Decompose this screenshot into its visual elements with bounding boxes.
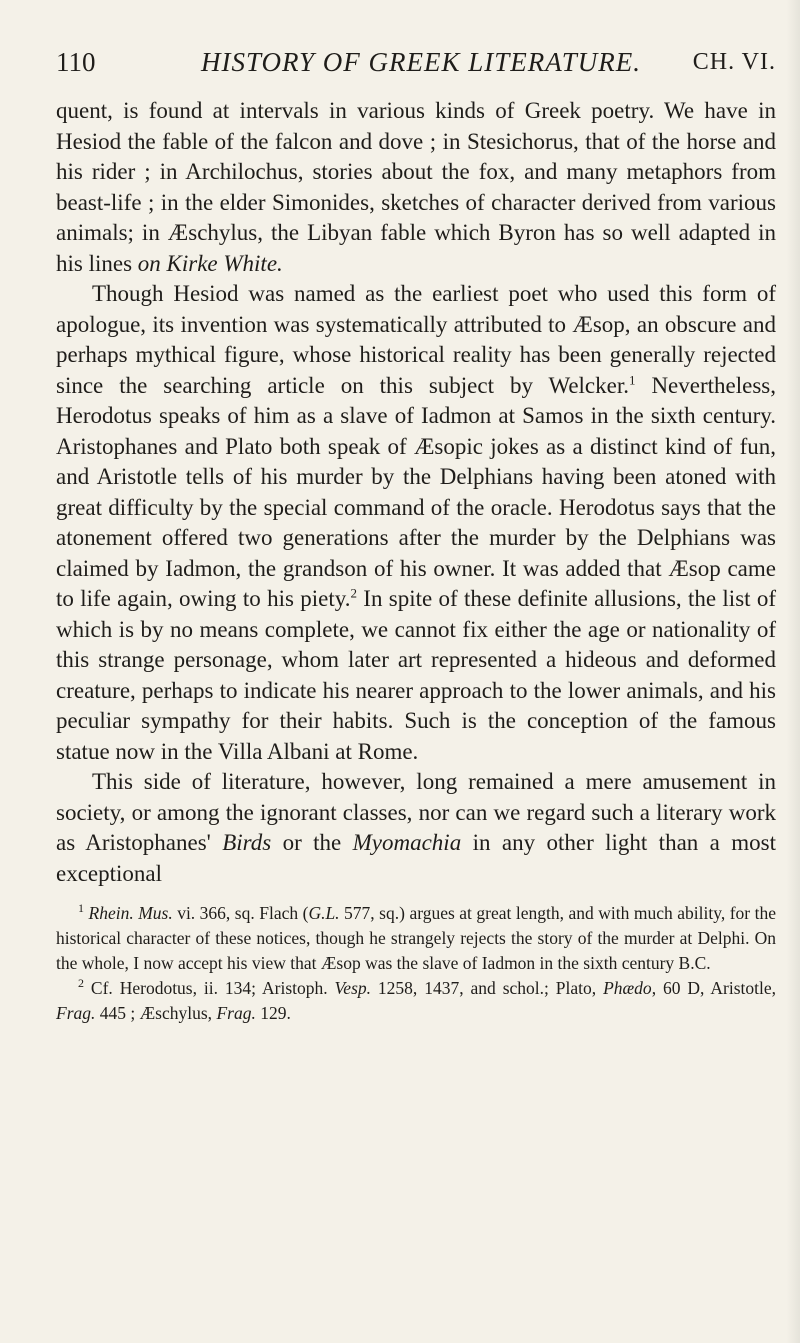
footnotes xyxy=(56,901,776,1026)
text-segment: This side of literature, however, long remained a mere amusement in society, or among the ignorant classes, nor can we regard such a literary work as Aristophanes' xyxy=(56,769,776,855)
italic-text: G.L. xyxy=(308,903,340,923)
text-segment: In spite of these definite allusions, the list of which is by no means complete, we cannot fix either the age or nationality of this strange personage, whom later art represented a hideous and deformed creature, perhaps to indicate his nearer approach to the lower animals, and his peculiar sympathy for their habits. Such is the conception of the famous statue now in the Villa Albani at Rome. xyxy=(56,586,777,764)
running-header xyxy=(56,40,776,84)
body-text xyxy=(56,96,776,889)
text-segment: 445 ; Æschylus, xyxy=(95,1003,217,1023)
text-segment: 1258, 1437, and schol.; Plato, xyxy=(371,978,604,998)
footnote-reference: 1 xyxy=(629,371,636,387)
italic-text: Rhein. Mus. xyxy=(88,903,173,923)
text-segment: 129. xyxy=(255,1003,291,1023)
text-segment: in any other light than a most exceptional xyxy=(56,830,776,886)
italic-text: Frag. xyxy=(216,1003,256,1023)
italic-text: Myomachia xyxy=(352,830,462,855)
footnote-reference: 2 xyxy=(350,585,357,601)
text-segment: Cf. Herodotus, ii. 134; Aristoph. xyxy=(90,978,335,998)
page-edge-shadow xyxy=(786,0,800,1343)
text-segment: 577, sq.) argues at great length, and with much ability, for the historical character of these notices, though he strangely rejects the story of the murder at Delphi. On the whole, I now accept his view that Æsop was the slave of Iadmon in the sixth century B.C. xyxy=(56,903,776,973)
text-segment: , 60 D, Aristotle, xyxy=(651,978,776,998)
footnote xyxy=(56,976,776,1026)
paragraph xyxy=(56,96,776,279)
footnote-mark: 1 xyxy=(78,901,84,916)
italic-text: Frag. xyxy=(56,1003,96,1023)
page-number: 110 xyxy=(56,47,96,77)
text-segment: Nevertheless, Herodotus speaks of him as a slave of Iadmon at Samos in the sixth century. Aristophanes and Plato both speak of Æsopic jokes as a distinct kind of fun, and Aristotle tells of his murder by the Delphians having been atoned with great difficulty by the special command of the oracle. Herodotus says that the atonement offered two generations after the murder by the Delphians was claimed by Iadmon, the grandson of his owner. It was added that Æsop came to life again, owing to his piety. xyxy=(56,372,776,611)
footnote xyxy=(56,901,776,976)
italic-text: Birds xyxy=(222,830,272,855)
chapter-label: CH. VI. xyxy=(692,49,776,75)
running-title: HISTORY OF GREEK LITERATURE. xyxy=(201,47,642,77)
text-segment: or the xyxy=(271,830,353,855)
italic-text: Vesp. xyxy=(334,978,371,998)
paragraph xyxy=(56,279,776,767)
book-page xyxy=(56,40,776,1320)
italic-text: on Kirke White. xyxy=(137,250,283,276)
footnote-mark: 2 xyxy=(78,976,84,991)
text-segment: quent, is found at intervals in various kinds of Greek poetry. We have in Hesiod the fable of the falcon and dove ; in Stesichorus, that of the horse and his rider ; in Archilochus, stories about the fox, and many metaphors from beast-life ; in the elder Simonides, sketches of character derived from various animals; in Æschylus, the Libyan fable which Byron has so well adapted in his lines xyxy=(56,98,776,276)
text-segment: Though Hesiod was named as the earliest poet who used this form of apologue, its invention was systematically attributed to Æsop, an obscure and perhaps mythical figure, whose historical reality has been generally rejected since the searching article on this subject by Welcker. xyxy=(56,281,776,398)
text-segment: vi. 366, sq. Flach ( xyxy=(172,903,309,923)
italic-text: Phædo xyxy=(603,978,652,998)
paragraph xyxy=(56,767,776,889)
